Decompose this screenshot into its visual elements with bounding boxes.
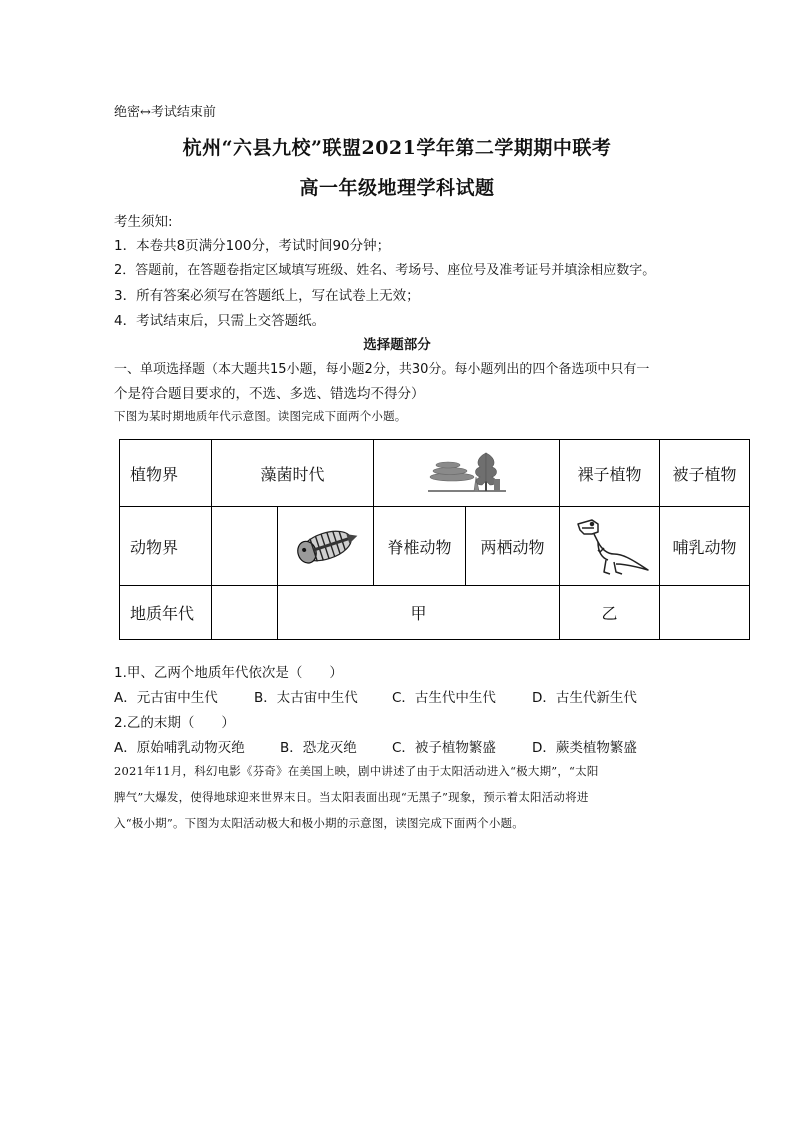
- amphibian-cell: 两栖动物: [466, 507, 560, 586]
- option-d: D．蕨类植物繁盛: [532, 740, 637, 756]
- section-instruction: 个是符合题目要求的，不选、多选、错选均不得分）: [114, 386, 425, 402]
- fern-plant-cell: [374, 440, 560, 507]
- vertebrate-cell: 脊椎动物: [374, 507, 466, 586]
- passage-line: 2021年11月，科幻电影《芬奇》在美国上映，剧中讲述了由于太阳活动进入“极大期”，“太阳: [114, 764, 599, 778]
- option-a: A．元古宙中生代: [114, 690, 218, 706]
- angiosperm-cell: 被子植物: [660, 440, 750, 507]
- option-b: B．恐龙灭绝: [280, 740, 357, 756]
- section-title: 选择题部分: [363, 337, 431, 353]
- notice-item: 4．考试结束后，只需上交答题纸。: [114, 313, 326, 329]
- mammal-cell: 哺乳动物: [660, 507, 750, 586]
- algae-era-cell: 藻菌时代: [212, 440, 374, 507]
- section-instruction: 一、单项选择题（本大题共15小题，每小题2分，共30分。每小题列出的四个备选项中只有一: [114, 362, 650, 377]
- dinosaur-cell: [560, 507, 660, 586]
- fern-plant-icon: [374, 447, 559, 499]
- empty-cell: [660, 586, 750, 640]
- question-stem: 2.乙的末期（ ）: [114, 715, 235, 731]
- option-c: C．古生代中生代: [392, 690, 496, 706]
- animal-row: [120, 507, 750, 586]
- notice-heading: 考生须知:: [114, 214, 173, 230]
- passage-line: 脾气”大爆发，使得地球迎来世界末日。当太阳表面出现“无黑子”现象，预示着太阳活动将进: [114, 790, 589, 804]
- exam-title: 杭州“六县九校”联盟2021学年第二学期期中联考: [182, 137, 612, 159]
- dinosaur-icon: [560, 514, 659, 578]
- empty-cell: [212, 586, 278, 640]
- animal-kingdom-label: 动物界: [120, 507, 212, 586]
- question-intro: 下图为某时期地质年代示意图。读图完成下面两个小题。: [114, 409, 407, 423]
- era-jia-cell: 甲: [278, 586, 560, 640]
- notice-item: 1．本卷共8页满分100分，考试时间90分钟；: [114, 238, 391, 254]
- option-c: C．被子植物繁盛: [392, 740, 496, 756]
- plant-kingdom-label: 植物界: [120, 440, 212, 507]
- geologic-era-table: [119, 439, 750, 640]
- exam-subtitle: 高一年级地理学科试题: [299, 177, 495, 199]
- era-row: [120, 586, 750, 640]
- empty-cell: [212, 507, 278, 586]
- trilobite-icon: [278, 521, 373, 571]
- plant-row: [120, 440, 750, 507]
- gymnosperm-cell: 裸子植物: [560, 440, 660, 507]
- secret-note: 绝密↔考试结束前: [114, 105, 216, 120]
- trilobite-cell: [278, 507, 374, 586]
- notice-item: 2．答题前，在答题卷指定区域填写班级、姓名、考场号、座位号及准考证号并填涂相应数字。: [114, 263, 656, 278]
- passage-line: 入“极小期”。下图为太阳活动极大和极小期的示意图，读图完成下面两个小题。: [114, 816, 524, 830]
- geologic-era-label: 地质年代: [120, 586, 212, 640]
- question-stem: 1.甲、乙两个地质年代依次是（ ）: [114, 665, 343, 681]
- notice-item: 3．所有答案必须写在答题纸上，写在试卷上无效；: [114, 288, 420, 304]
- option-b: B．太古宙中生代: [254, 690, 358, 706]
- option-d: D．古生代新生代: [532, 690, 637, 706]
- era-yi-cell: 乙: [560, 586, 660, 640]
- option-a: A．原始哺乳动物灭绝: [114, 740, 245, 756]
